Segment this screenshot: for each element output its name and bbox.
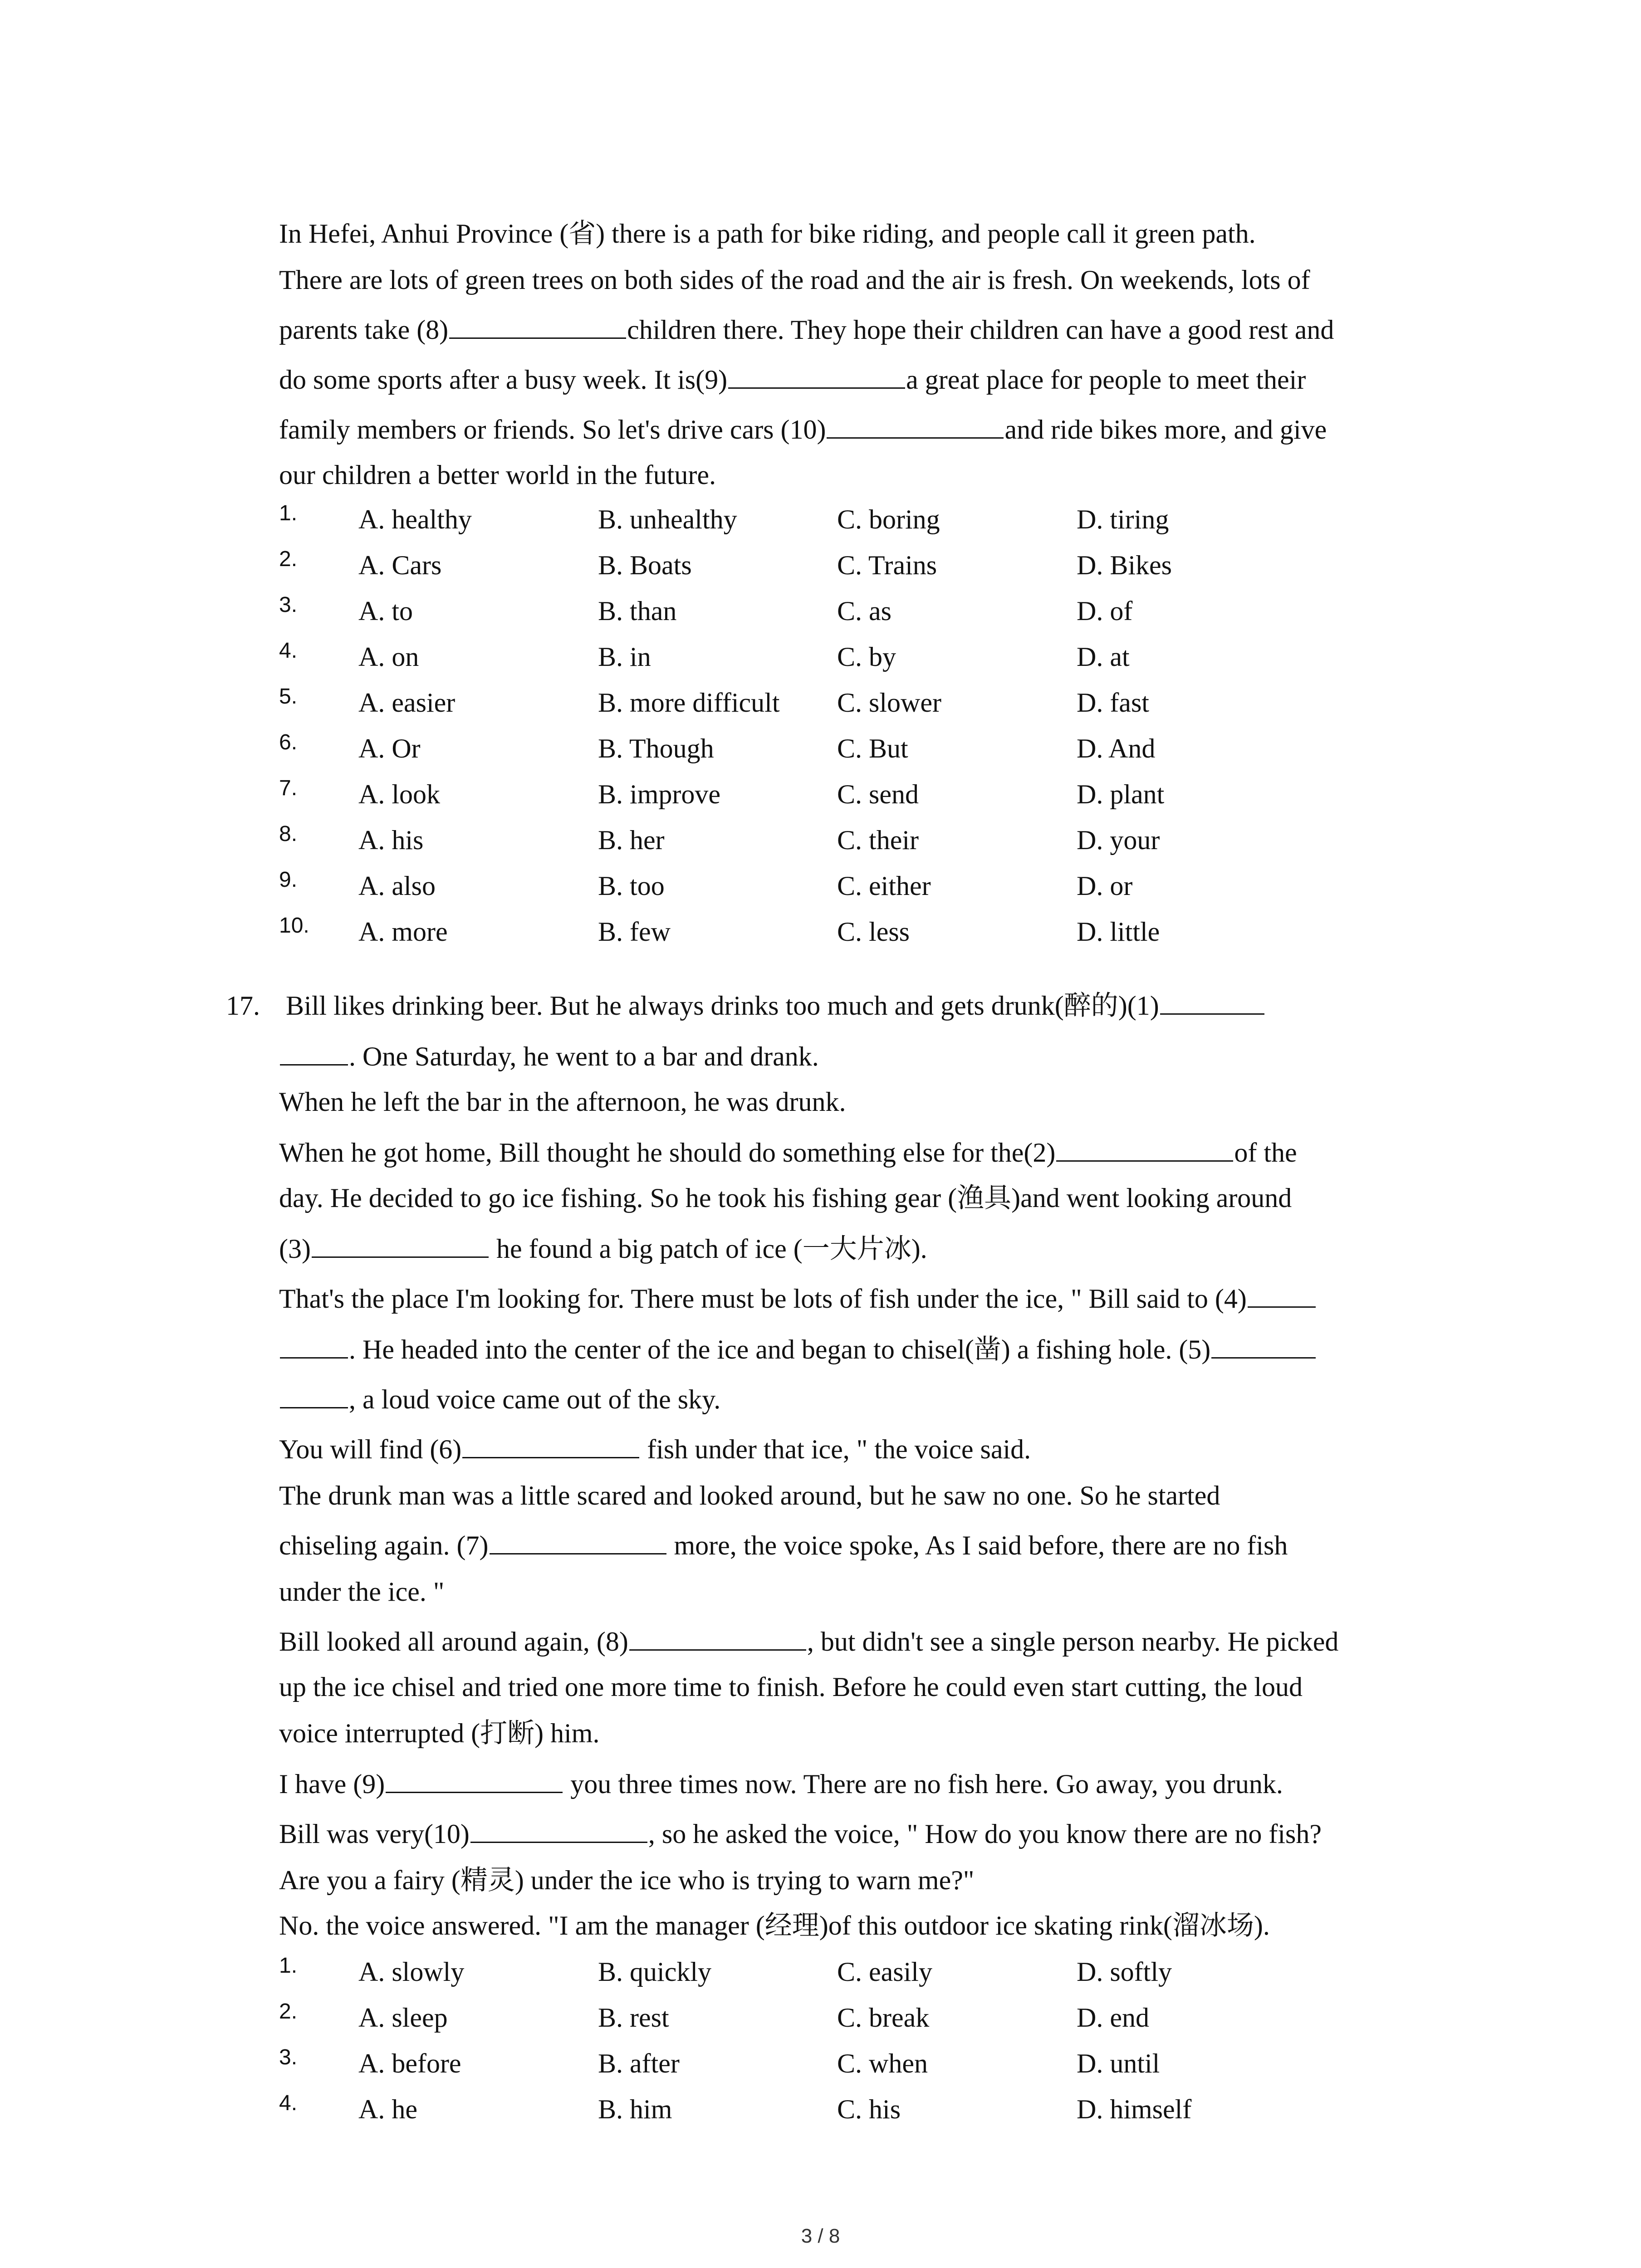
option-number: 10. xyxy=(279,914,309,938)
passage-text: That's the place I'm looking for. There must be lots of fish under the ice, " Bill said to (4) xyxy=(279,1284,1247,1314)
option-number: 1. xyxy=(279,1954,298,1978)
answer-blank[interactable] xyxy=(386,1768,563,1793)
passage-line: When he left the bar in the afternoon, he was drunk. xyxy=(279,1087,846,1117)
option-a[interactable]: A. healthy xyxy=(358,504,472,534)
option-b[interactable]: B. improve xyxy=(598,779,720,809)
option-d[interactable]: D. Bikes xyxy=(1077,550,1172,580)
option-a[interactable]: A. he xyxy=(358,2094,417,2124)
passage-line xyxy=(279,1818,1322,1850)
option-a[interactable]: A. look xyxy=(358,779,440,809)
passage-line: There are lots of green trees on both sides of the road and the air is fresh. On weekends, lots of xyxy=(279,265,1310,295)
option-row xyxy=(0,2045,1641,2079)
option-row xyxy=(0,2093,1641,2125)
passage-line xyxy=(279,364,1306,396)
passage-text: do some sports after a busy week. It is(9) xyxy=(279,365,728,395)
passage-text: When he got home, Bill thought he should do something else for the(2) xyxy=(279,1138,1056,1168)
passage-line xyxy=(279,1433,1031,1465)
option-c[interactable]: C. either xyxy=(837,871,931,901)
passage-text: (3) xyxy=(279,1234,311,1264)
option-row xyxy=(0,684,1641,719)
option-b[interactable]: B. too xyxy=(598,871,665,901)
passage-text: , but didn't see a single person nearby. He picked xyxy=(807,1627,1339,1657)
passage-text: , a loud voice came out of the sky. xyxy=(349,1384,721,1414)
passage-text: you three times now. There are no fish here. Go away, you drunk. xyxy=(563,1769,1283,1799)
option-number: 6. xyxy=(279,730,298,754)
option-c[interactable]: C. by xyxy=(837,642,896,672)
option-d[interactable]: D. or xyxy=(1077,871,1133,901)
passage-line xyxy=(279,1768,1283,1800)
option-c[interactable]: C. their xyxy=(837,825,919,855)
answer-blank[interactable] xyxy=(312,1233,489,1258)
option-b[interactable]: B. quickly xyxy=(598,1957,711,1987)
passage-text: I have (9) xyxy=(279,1769,385,1799)
option-row xyxy=(0,1999,1641,2033)
answer-blank[interactable] xyxy=(280,1383,348,1408)
option-b[interactable]: B. than xyxy=(598,596,677,626)
answer-blank[interactable] xyxy=(462,1433,639,1458)
option-b[interactable]: B. him xyxy=(598,2094,672,2124)
option-b[interactable]: B. Though xyxy=(598,733,714,763)
option-b[interactable]: B. her xyxy=(598,825,665,855)
option-row xyxy=(0,916,1641,948)
option-a[interactable]: A. on xyxy=(358,642,419,672)
option-row xyxy=(0,549,1641,581)
option-c[interactable]: C. boring xyxy=(837,504,940,534)
option-a[interactable]: A. before xyxy=(358,2048,461,2078)
answer-blank[interactable] xyxy=(1160,990,1264,1015)
option-b[interactable]: B. more difficult xyxy=(598,688,780,718)
passage-line: up the ice chisel and tried one more time to finish. Before he could even start cutting, the loud xyxy=(279,1672,1303,1702)
passage-line: under the ice. " xyxy=(279,1577,445,1607)
option-row xyxy=(0,503,1641,535)
option-row xyxy=(0,824,1641,856)
option-number: 2. xyxy=(279,547,298,571)
option-number: 9. xyxy=(279,868,298,892)
passage-text: You will find (6) xyxy=(279,1434,462,1464)
option-number: 5. xyxy=(279,684,298,709)
option-d[interactable]: D. tiring xyxy=(1077,504,1169,534)
answer-blank[interactable] xyxy=(629,1626,806,1651)
passage-text: parents take (8) xyxy=(279,315,449,345)
option-number: 3. xyxy=(279,2045,298,2069)
answer-blank[interactable] xyxy=(728,364,905,389)
option-a[interactable]: A. Or xyxy=(358,733,421,763)
passage-line xyxy=(279,1233,927,1265)
option-d[interactable]: D. little xyxy=(1077,917,1160,947)
passage-line xyxy=(279,414,1327,445)
passage-text: family members or friends. So let's drive cars (10) xyxy=(279,415,826,445)
passage-text: and ride bikes more, and give xyxy=(1004,415,1327,445)
option-row xyxy=(0,870,1641,902)
option-d[interactable]: D. softly xyxy=(1077,1957,1172,1987)
answer-blank[interactable] xyxy=(280,1334,348,1359)
option-number: 4. xyxy=(279,2091,298,2115)
option-b[interactable]: B. rest xyxy=(598,2003,669,2033)
answer-blank[interactable] xyxy=(827,414,1004,439)
passage-line: day. He decided to go ice fishing. So he took his fishing gear (渔具)and went looking around xyxy=(279,1183,1292,1213)
option-c[interactable]: C. less xyxy=(837,917,910,947)
answer-blank[interactable] xyxy=(1056,1137,1233,1162)
option-row xyxy=(0,595,1641,627)
passage-line xyxy=(279,1626,1338,1657)
passage-text: chiseling again. (7) xyxy=(279,1530,489,1560)
option-c[interactable]: C. send xyxy=(837,779,919,809)
option-d[interactable]: D. end xyxy=(1077,2003,1149,2033)
option-a[interactable]: A. sleep xyxy=(358,2003,448,2033)
option-c[interactable]: C. easily xyxy=(837,1957,932,1987)
option-b[interactable]: B. Boats xyxy=(598,550,692,580)
option-d[interactable]: D. your xyxy=(1077,825,1160,855)
passage-line: Are you a fairy (精灵) under the ice who is trying to warn me?" xyxy=(279,1865,975,1895)
passage-line: our children a better world in the future. xyxy=(279,460,716,490)
passage-text: he found a big patch of ice (一大片冰). xyxy=(489,1234,927,1264)
passage-text: . He headed into the center of the ice and began to chisel(凿) a fishing hole. (5) xyxy=(349,1334,1211,1364)
answer-blank[interactable] xyxy=(1211,1334,1316,1359)
passage-line xyxy=(279,1041,819,1072)
option-c[interactable]: C. his xyxy=(837,2094,901,2124)
option-number: 8. xyxy=(279,822,298,846)
passage-text: of the xyxy=(1234,1138,1297,1168)
passage-line: voice interrupted (打断) him. xyxy=(279,1718,600,1748)
option-b[interactable]: B. unhealthy xyxy=(598,504,737,534)
passage-line xyxy=(286,990,1265,1022)
question-number: 17. xyxy=(226,991,260,1021)
option-c[interactable]: C. But xyxy=(837,733,908,763)
passage-text: a great place for people to meet their xyxy=(906,365,1306,395)
option-d[interactable]: D. himself xyxy=(1077,2094,1192,2124)
option-d[interactable]: D. until xyxy=(1077,2048,1160,2078)
option-row xyxy=(0,641,1641,673)
answer-blank[interactable] xyxy=(280,1041,348,1066)
option-a[interactable]: A. also xyxy=(358,871,436,901)
page-number: 3 / 8 xyxy=(801,2225,840,2247)
passage-line xyxy=(279,1383,720,1415)
option-c[interactable]: C. slower xyxy=(837,688,941,718)
option-a[interactable]: A. slowly xyxy=(358,1957,465,1987)
option-d[interactable]: D. of xyxy=(1077,596,1133,626)
passage-text: Bill was very(10) xyxy=(279,1819,470,1849)
passage-line: In Hefei, Anhui Province (省) there is a path for bike riding, and people call it green path. xyxy=(279,219,1256,249)
answer-blank[interactable] xyxy=(449,314,626,339)
passage-text: fish under that ice, " the voice said. xyxy=(640,1434,1031,1464)
passage-line xyxy=(279,1334,1317,1365)
passage-text: Bill likes drinking beer. But he always drinks too much and gets drunk(醉的)(1) xyxy=(286,991,1159,1021)
passage-line xyxy=(279,1530,1288,1561)
option-row xyxy=(0,778,1641,810)
passage-line: The drunk man was a little scared and looked around, but he saw no one. So he started xyxy=(279,1481,1220,1510)
option-c[interactable]: C. Trains xyxy=(837,550,937,580)
option-b[interactable]: B. after xyxy=(598,2048,680,2078)
option-d[interactable]: D. And xyxy=(1077,733,1156,763)
passage-text: , so he asked the voice, " How do you know there are no fish? xyxy=(648,1819,1322,1849)
option-d[interactable]: D. plant xyxy=(1077,779,1165,809)
passage-line: No. the voice answered. "I am the manager (经理)of this outdoor ice skating rink(溜冰场). xyxy=(279,1911,1270,1941)
option-number: 2. xyxy=(279,1999,298,2024)
option-a[interactable]: A. his xyxy=(358,825,424,855)
answer-blank[interactable] xyxy=(1248,1283,1316,1308)
answer-blank[interactable] xyxy=(470,1818,647,1843)
option-c[interactable]: C. break xyxy=(837,2003,930,2033)
option-number: 3. xyxy=(279,593,298,617)
option-number: 4. xyxy=(279,639,298,663)
answer-blank[interactable] xyxy=(490,1530,666,1554)
option-c[interactable]: C. when xyxy=(837,2048,928,2078)
option-d[interactable]: D. fast xyxy=(1077,688,1149,718)
passage-line xyxy=(279,314,1334,346)
passage-text: . One Saturday, he went to a bar and drank. xyxy=(349,1041,819,1071)
option-d[interactable]: D. at xyxy=(1077,642,1130,672)
option-a[interactable]: A. Cars xyxy=(358,550,442,580)
option-b[interactable]: B. few xyxy=(598,917,671,947)
option-number: 1. xyxy=(279,501,298,525)
option-c[interactable]: C. as xyxy=(837,596,892,626)
option-a[interactable]: A. to xyxy=(358,596,413,626)
option-row xyxy=(0,730,1641,764)
passage-line xyxy=(279,1283,1317,1315)
option-a[interactable]: A. more xyxy=(358,917,448,947)
option-row xyxy=(0,1956,1641,1988)
passage-text: Bill looked all around again, (8) xyxy=(279,1627,628,1657)
passage-text: children there. They hope their children can have a good rest and xyxy=(627,315,1334,345)
option-number: 7. xyxy=(279,776,298,800)
passage-line xyxy=(279,1137,1297,1168)
option-a[interactable]: A. easier xyxy=(358,688,456,718)
passage-text: more, the voice spoke, As I said before, there are no fish xyxy=(667,1530,1288,1560)
option-b[interactable]: B. in xyxy=(598,642,651,672)
